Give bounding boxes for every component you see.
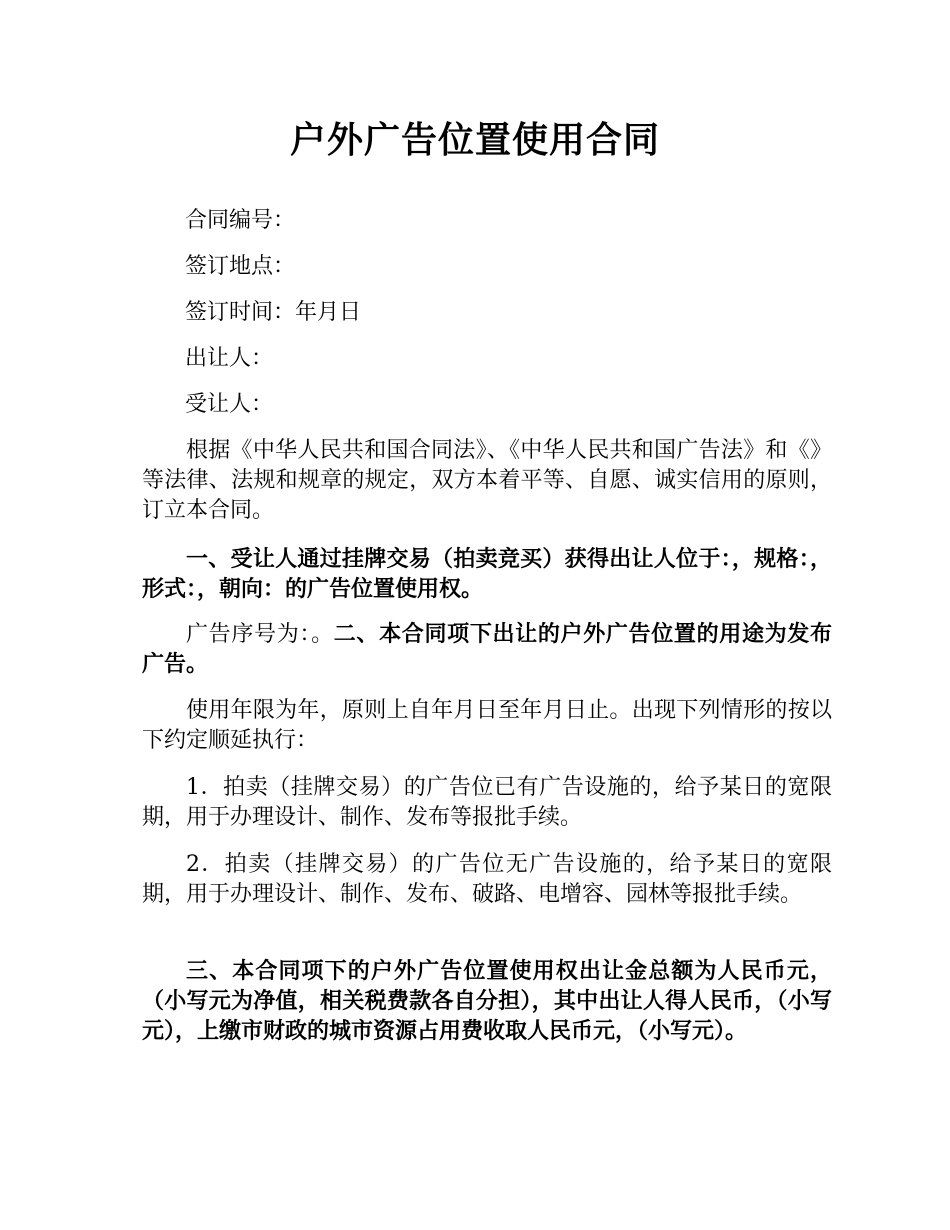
document-title: 户外广告位置使用合同 <box>289 120 660 161</box>
item-2-paragraph: 2．拍卖（挂牌交易）的广告位无广告设施的，给予某日的宽限期，用于办理设计、制作、发布、破路、电增容、园林等报批手续。 <box>142 852 832 907</box>
transferee-field: 受让人： <box>185 392 274 417</box>
item-1-paragraph: 1．拍卖（挂牌交易）的广告位已有广告设施的，给予某日的宽限期，用于办理设计、制作、发布等报批手续。 <box>142 775 832 830</box>
clause-1-paragraph: 一、受让人通过挂牌交易（拍卖竞买）获得出让人位于：，规格：，形式：，朝向：的广告位置使用权。 <box>142 547 832 602</box>
ad-serial-text: 广告序号为：。 <box>186 622 334 647</box>
transferor-field: 出让人： <box>185 346 274 371</box>
sign-place-field: 签订地点： <box>185 254 296 279</box>
term-paragraph: 使用年限为年，原则上自年月日至年月日止。出现下列情形的按以下约定顺延执行： <box>142 698 832 753</box>
preamble-paragraph: 根据《中华人民共和国合同法》、《中华人民共和国广告法》和《》等法律、法规和规章的规定，双方本着平等、自愿、诚实信用的原则，订立本合同。 <box>142 438 832 523</box>
sign-time-field: 签订时间：年月日 <box>185 300 362 325</box>
contract-number-field: 合同编号： <box>185 208 296 233</box>
clause-3-paragraph: 三、本合同项下的户外广告位置使用权出让金总额为人民币元，（小写元为净值，相关税费款各自分担），其中出让人得人民币，（小写元），上缴市财政的城市资源占用费收取人民币元，（小写元）。 <box>142 959 832 1044</box>
clause-2-text: 二、本合同项下出让的户外广告位置的用途为发布广告。 <box>142 622 832 677</box>
clause-2-paragraph <box>142 620 832 680</box>
